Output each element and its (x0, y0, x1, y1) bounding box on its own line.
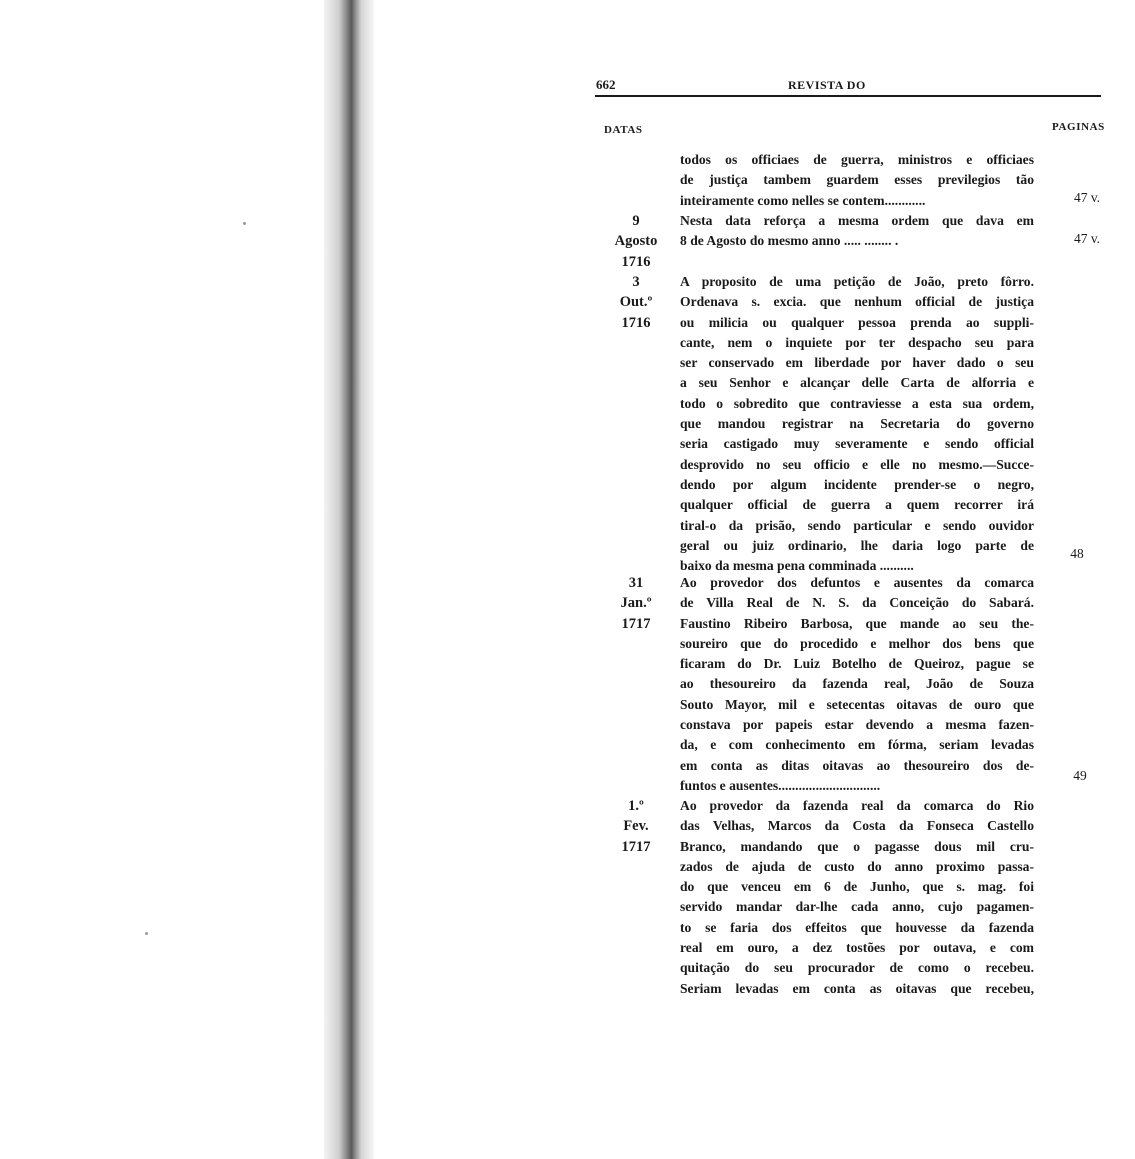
paper-speck (145, 932, 148, 935)
entry-date (605, 573, 667, 634)
entry-line: geral ou juiz ordinario, lhe daria logo parte de (680, 537, 1034, 553)
entry-line: cante, nem o inquiete por ter despacho seu para (680, 334, 1034, 350)
entry-line: real em ouro, a dez tostões por outava, e com (680, 940, 1034, 956)
entry-line: desprovido no seu officio e elle no mesmo.—Succe- (680, 456, 1034, 472)
date-month: Jan.º (620, 595, 652, 612)
entry-line: to se faria dos effeitos que houvesse da fazenda (680, 919, 1034, 935)
date-year: 1717 (621, 838, 651, 855)
entry-line: ou milicia ou qualquer pessoa prenda ao suppli- (680, 314, 1034, 330)
header-rule (595, 95, 1101, 97)
date-year: 1716 (621, 314, 651, 331)
date-day: 1.º (628, 798, 644, 814)
entry-line: de justiça tambem guardem esses previlegios tão (680, 172, 1034, 188)
entry-line: do que venceu em 6 de Junho, que s. mag. foi (680, 879, 1034, 895)
entry-line: A proposito de uma petição de João, preto fôrro. (680, 274, 1034, 289)
entry-line: das Velhas, Marcos da Costa da Fonseca Castello (680, 818, 1034, 834)
entry-line: Nesta data reforça a mesma ordem que dava em (680, 213, 1034, 228)
dates-column-label: DATAS (604, 124, 643, 136)
entry-text (680, 573, 1034, 796)
running-title: REVISTA DO (788, 78, 866, 92)
date-day: 9 (632, 213, 640, 229)
entry-line: Branco, mandando que o pagasse dous mil cru- (680, 838, 1034, 854)
entry-line: tiral-o da prisão, sendo particular e sendo ouvidor (680, 517, 1034, 533)
entry-date (605, 211, 667, 272)
book-gutter-shadow (324, 0, 374, 1159)
entry-line: ficaram do Dr. Luiz Botelho de Queiroz, pague se (680, 656, 1034, 672)
entry-line: zados de ajuda de custo do anno proximo passa- (680, 858, 1034, 874)
date-year: 1717 (621, 615, 651, 632)
entry-text (680, 211, 1034, 252)
entry-text (680, 150, 1034, 211)
entry-line: baixo da mesma pena comminada .......... (680, 558, 914, 574)
entry-line: constava por papeis estar devendo a mesma fazen- (680, 717, 1034, 733)
entry-date (605, 796, 667, 857)
entry-line: Souto Mayor, mil e setecentas oitavas de ouro que (680, 696, 1034, 712)
entry-line: de Villa Real de N. S. da Conceição do Sabará. (680, 595, 1034, 611)
date-year: 1716 (621, 253, 651, 270)
entry-line: que mandou registrar na Secretaria do governo (680, 416, 1034, 432)
date-month: Out.º (619, 294, 653, 311)
entry-line: da, e com conhecimento em fórma, seriam levadas (680, 737, 1034, 753)
paper-speck (243, 222, 246, 225)
entry-text (680, 272, 1034, 576)
entry-line: soureiro que do procedido e melhor dos bens que (680, 635, 1034, 651)
page-ref: 49 (1073, 768, 1087, 783)
entry-line: dendo por algum incidente prender-se o negro, (680, 476, 1034, 492)
entry-line: 8 de Agosto do mesmo anno ..... ........ . (680, 233, 899, 249)
entry-line: servido mandar dar-lhe cada anno, cujo pagamen- (680, 899, 1034, 915)
entry-line: inteiramente como nelles se contem............ (680, 192, 926, 208)
date-day: 3 (632, 274, 640, 290)
page-ref: 48 (1070, 546, 1084, 561)
page-number: 662 (596, 77, 616, 92)
entry-line: Ordenava s. excia. que nenhum official de justiça (680, 294, 1034, 310)
entry-line: funtos e ausentes.............................. (680, 777, 881, 793)
entry-line: seria castigado muy severamente e sendo official (680, 436, 1034, 452)
entry-line: todos os officiaes de guerra, ministros e officiaes (680, 152, 1034, 167)
entry-line: Seriam levadas em conta as oitavas que recebeu, (680, 980, 1034, 996)
page-ref: 47 v. (1073, 190, 1101, 205)
pages-column-label: PAGINAS (1052, 121, 1105, 133)
entry-line: Faustino Ribeiro Barbosa, que mande ao seu the- (680, 615, 1034, 631)
entry-line: em conta as ditas oitavas ao thesoureiro dos de- (680, 757, 1034, 773)
page-ref: 47 v. (1073, 231, 1101, 246)
entry-date (605, 272, 667, 333)
entry-line: Ao provedor da fazenda real da comarca do Rio (680, 798, 1034, 813)
entry-line: qualquer official de guerra a quem recorrer irá (680, 497, 1034, 513)
entry-line: quitação do seu procurador de como o recebeu. (680, 960, 1034, 976)
entry-line: a seu Senhor e alcançar delle Carta de alforria e (680, 375, 1034, 391)
entry-line: Ao provedor dos defuntos e ausentes da comarca (680, 575, 1034, 590)
date-month: Fev. (623, 818, 649, 835)
entry-text (680, 796, 1034, 999)
date-day: 31 (628, 575, 644, 591)
entry-line: ao thesoureiro da fazenda real, João de Souza (680, 676, 1034, 692)
entry-line: todo o sobredito que contraviesse a esta sua ordem, (680, 395, 1034, 411)
entry-line: ser conservado em liberdade por haver dado o seu (680, 355, 1034, 371)
date-month: Agosto (614, 233, 658, 250)
